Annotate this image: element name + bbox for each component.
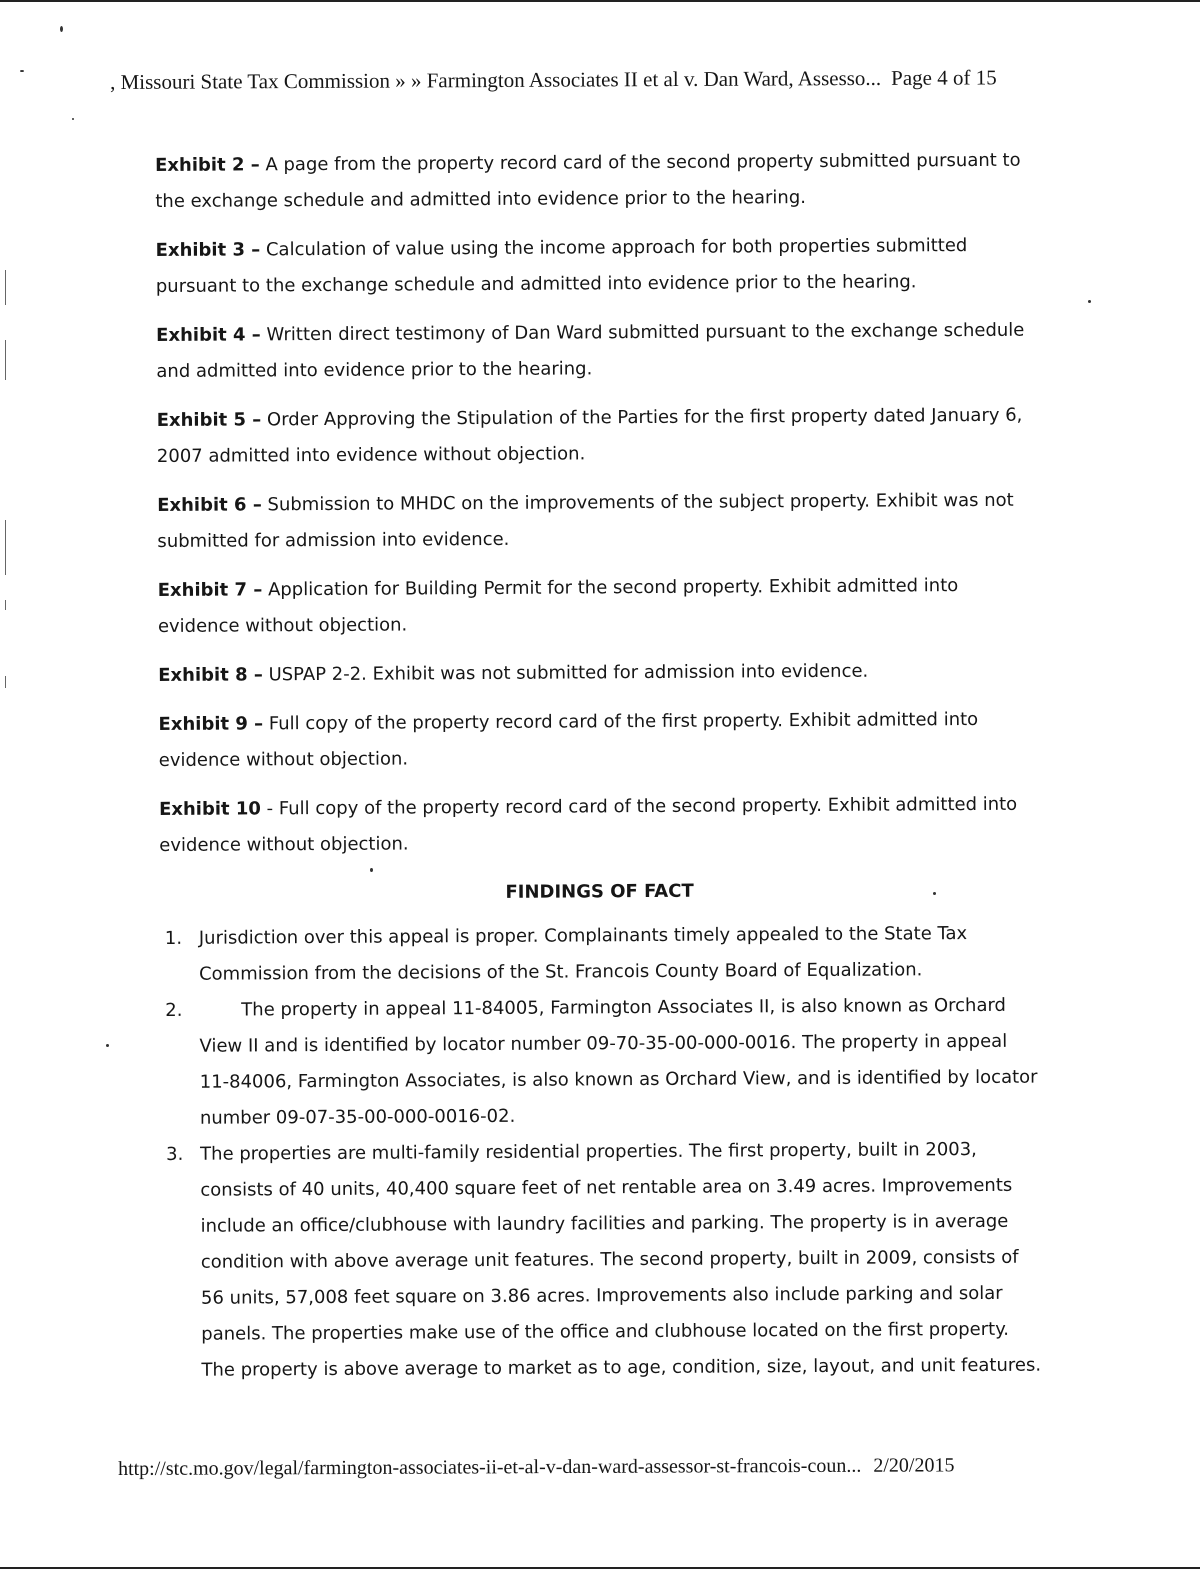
exhibit-text: Submission to MHDC on the improvements of the subject property. Exhibit was not submitted for admission into evidence. [157, 489, 1014, 552]
finding-text: The property in appeal 11-84005, Farmington Associates II, is also known as Orchard View II and is identified by locator number 09-70-35-00-000-0016. The property in appeal 11-84006, Farmington Associates, is also known as Orchard View, and is identified by locator number 09-07-35-00-000-0016-02. [199, 994, 1038, 1129]
scan-margin-line [5, 340, 6, 380]
finding-text: Jurisdiction over this appeal is proper. Complainants timely appealed to the State Tax Commission from the decisions of the St. Francois County Board of Equalization. [198, 923, 968, 985]
finding-text: The properties are multi-family residential properties. The first property, built in 2003, consists of 40 units, 40,400 square feet of net rentable area on 3.49 acres. Improvements include an office/clubhouse with laundry facilities and parking. The property is in average condition with above average unit features. The second property, built in 2009, consists of 56 units, 57,008 feet square on 3.86 acres. Improvements also include parking and solar panels. The properties make use of the office and clubhouse located on the first property. The property is above average to market as to age, condition, size, layout, and unit features. [200, 1138, 1042, 1381]
exhibit-text: Written direct testimony of Dan Ward submitted pursuant to the exchange schedule and admitted into evidence prior to the hearing. [156, 319, 1025, 382]
scan-speck [60, 26, 63, 32]
scan-margin-line [5, 270, 6, 305]
exhibit-entry [158, 568, 1038, 645]
finding-number: 3. [166, 1143, 184, 1165]
scan-margin-line [5, 600, 6, 610]
exhibit-label: Exhibit 7 – [157, 579, 263, 601]
exhibit-label: Exhibit 10 [158, 798, 261, 820]
exhibit-entry [159, 787, 1039, 864]
exhibit-text: Calculation of value using the income approach for both properties submitted pursuant to the exchange schedule and admitted into evidence prior to the hearing. [155, 235, 968, 297]
exhibit-entry [158, 702, 1038, 779]
exhibit-label: Exhibit 8 – [158, 664, 263, 686]
page-bottom-border [0, 1567, 1200, 1569]
page-header [110, 65, 1070, 95]
section-heading: FINDINGS OF FACT [505, 880, 694, 903]
exhibit-entry [156, 228, 1036, 305]
page-number: Page 4 of 15 [891, 65, 997, 90]
document-body [155, 143, 1043, 1389]
exhibit-entry [155, 143, 1035, 220]
exhibit-text: Application for Building Permit for the second property. Exhibit admitted into evidence without objection. [157, 575, 959, 637]
scan-margin-line [5, 520, 6, 575]
exhibit-list [155, 143, 1039, 864]
exhibit-label: Exhibit 2 – [155, 154, 260, 176]
finding-item [165, 988, 1041, 1137]
exhibit-entry [156, 313, 1036, 390]
header-title: , Missouri State Tax Commission » » Farmington Associates II et al v. Dan Ward, Assesso... [110, 65, 882, 94]
footer-date: 2/20/2015 [873, 1454, 955, 1477]
exhibit-text: USPAP 2-2. Exhibit was not submitted for admission into evidence. [262, 660, 869, 686]
scan-speck [106, 1044, 109, 1047]
scan-speck [20, 70, 24, 72]
finding-item [166, 1132, 1043, 1389]
exhibit-label: Exhibit 6 – [157, 494, 262, 516]
scan-speck [1088, 300, 1091, 303]
exhibit-text: - Full copy of the property record card of the second property. Exhibit admitted into evidence without objection. [159, 793, 1018, 856]
exhibit-text: Full copy of the property record card of the first property. Exhibit admitted into evidence without objection. [158, 708, 979, 771]
footer-url: http://stc.mo.gov/legal/farmington-associates-ii-et-al-v-dan-ward-assessor-st-francois-coun... [118, 1454, 862, 1480]
exhibit-entry [157, 483, 1037, 560]
exhibit-label: Exhibit 4 – [156, 324, 261, 346]
finding-item [165, 916, 1040, 993]
page-footer [118, 1454, 1078, 1481]
exhibit-text: A page from the property record card of the second property submitted pursuant to the exchange schedule and admitted into evidence prior to the hearing. [155, 149, 1021, 212]
page-top-border [0, 0, 1200, 2]
exhibit-entry [157, 398, 1037, 475]
exhibit-label: Exhibit 3 – [155, 239, 261, 261]
scan-speck [72, 118, 74, 120]
findings-list [160, 916, 1043, 1389]
exhibit-label: Exhibit 9 – [158, 713, 264, 735]
scan-margin-line [5, 676, 6, 688]
finding-number: 1. [164, 927, 183, 949]
finding-number: 2. [165, 999, 183, 1021]
exhibit-entry [158, 653, 1038, 694]
exhibit-label: Exhibit 5 – [156, 409, 262, 431]
exhibit-text: Order Approving the Stipulation of the Parties for the first property dated January 6, 2007 admitted into evidence without objection. [156, 404, 1023, 467]
